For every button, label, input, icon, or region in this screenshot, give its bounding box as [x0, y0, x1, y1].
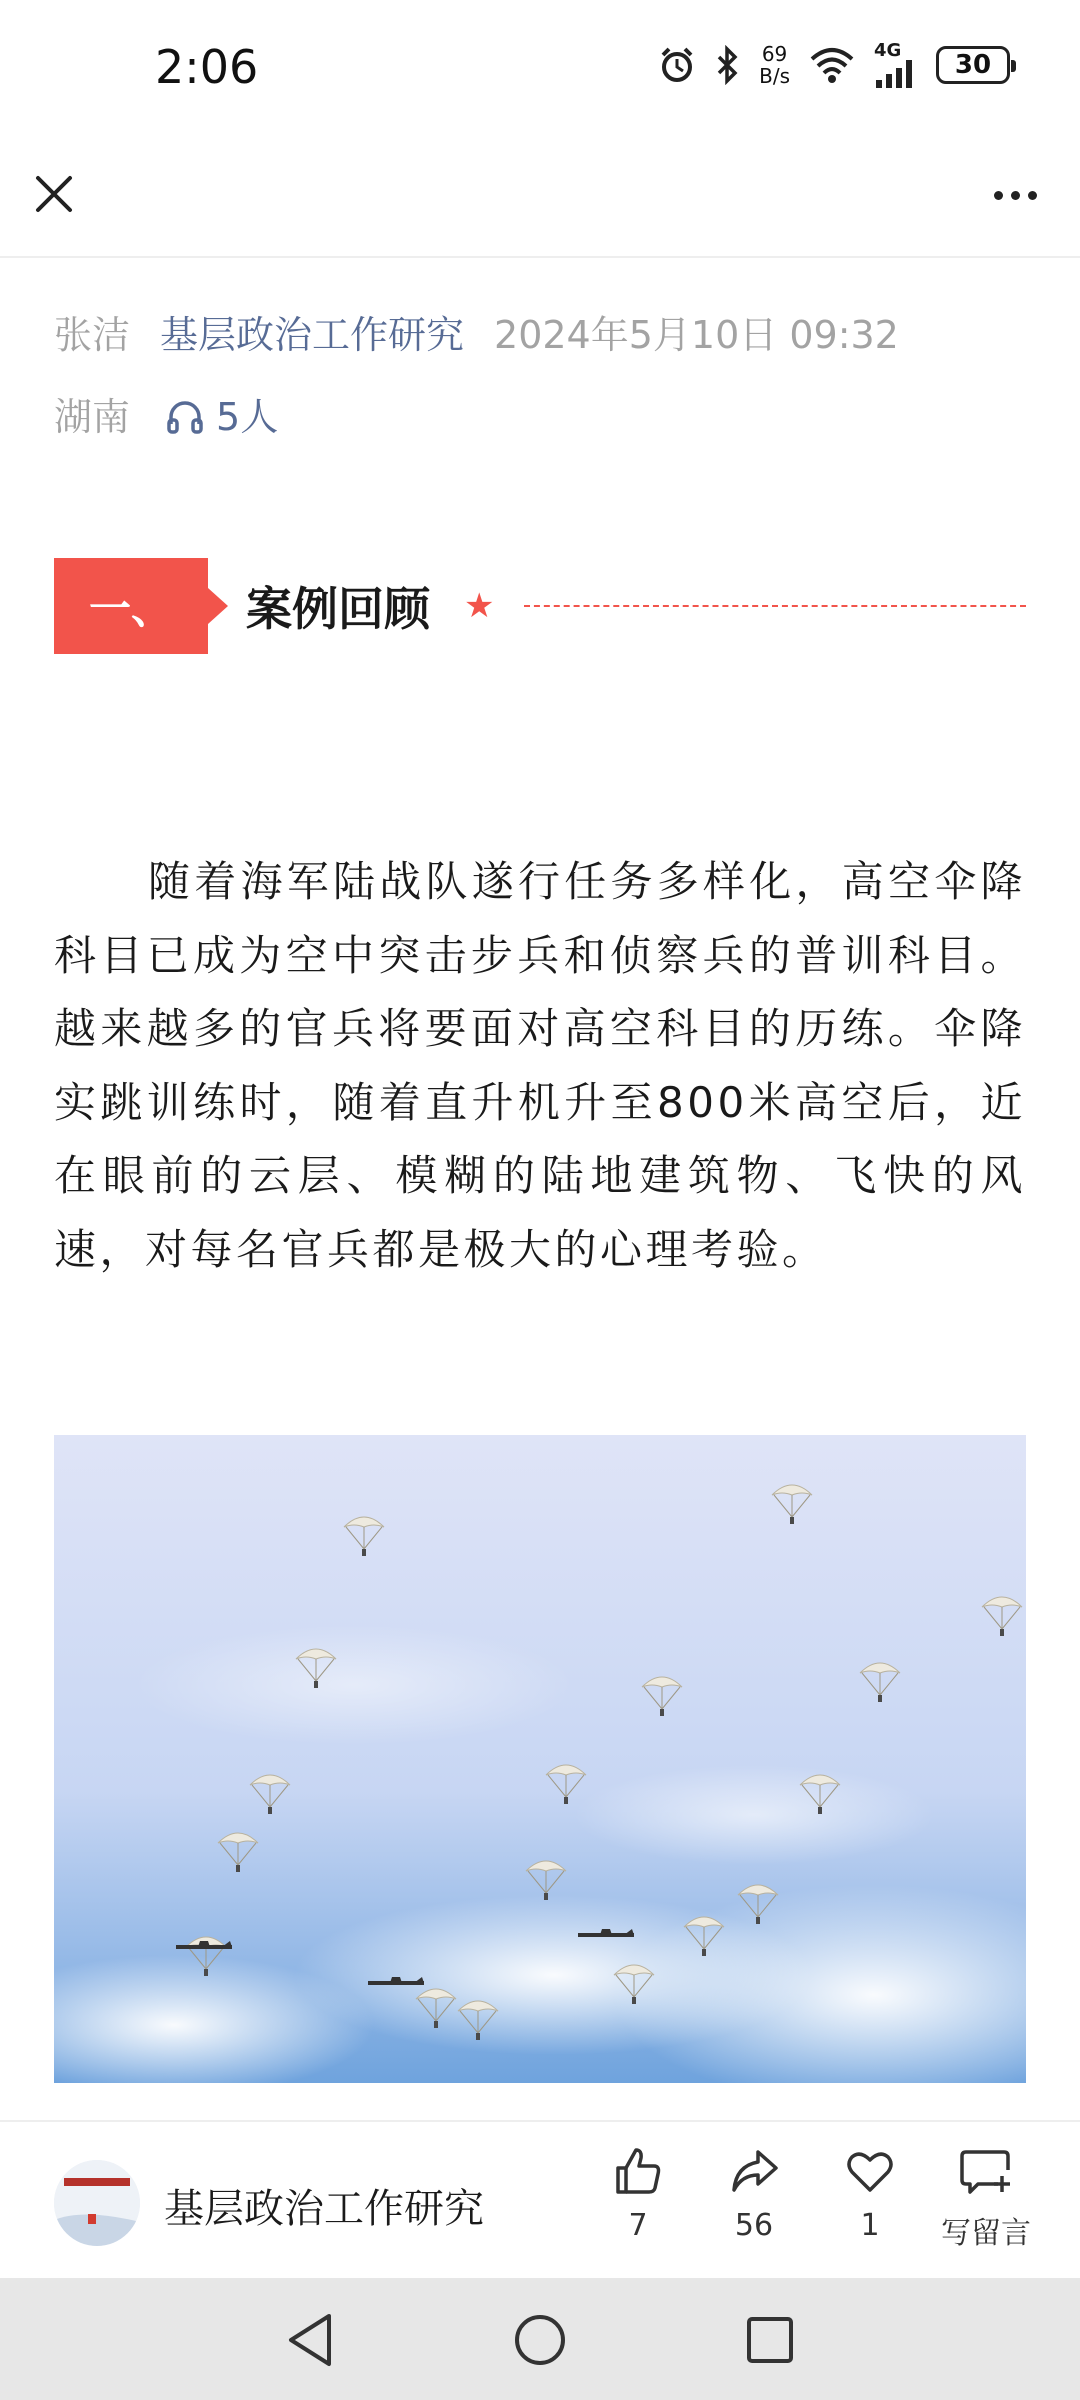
share-button[interactable]	[696, 2144, 812, 2252]
recents-button[interactable]	[740, 2310, 800, 2370]
net-speed-value: 69	[761, 42, 788, 66]
account-link[interactable]: 基层政治工作研究	[160, 313, 465, 357]
status-bar	[0, 0, 1080, 150]
section-number: 一、	[54, 558, 208, 654]
write-comment-button[interactable]	[928, 2144, 1044, 2252]
home-button[interactable]	[510, 2310, 570, 2370]
home-circle-icon	[512, 2312, 568, 2368]
thumbs-up-icon	[610, 2144, 666, 2200]
more-dots-icon	[994, 191, 1003, 200]
share-count: 56	[734, 2208, 774, 2243]
paratroopers-photo	[54, 1435, 1026, 2083]
account-avatar[interactable]	[54, 2160, 140, 2246]
article-paragraph: 随着海军陆战队遂行任务多样化，高空伞降科目已成为空中突击步兵和侦察兵的普训科目。越来越多的官兵将要面对高空科目的历练。伞降实跳训练时，随着直升机升至800米高空后，近在眼前的云层、模糊的陆地建筑物、飞快的风速，对每名官兵都是极大的心理考验。	[54, 857, 1026, 1274]
article-meta	[54, 305, 1034, 447]
location: 湖南	[54, 395, 131, 439]
back-triangle-icon	[285, 2312, 335, 2368]
signal-icon	[874, 60, 918, 88]
close-icon	[34, 174, 74, 214]
net-speed	[759, 43, 790, 87]
like-count: 7	[628, 2208, 648, 2243]
article-photo[interactable]	[54, 1435, 1026, 2083]
close-button[interactable]	[30, 170, 78, 218]
like-button[interactable]	[580, 2144, 696, 2252]
bluetooth-icon	[715, 45, 741, 85]
section-header	[54, 558, 1026, 654]
listen-count[interactable]	[166, 387, 278, 447]
action-group	[580, 2144, 1044, 2252]
account-logo-icon	[54, 2160, 140, 2246]
author-name: 张洁	[54, 313, 131, 357]
more-options-button[interactable]	[980, 175, 1050, 215]
section-title: 案例回顾	[246, 582, 430, 636]
cell-signal	[874, 42, 918, 88]
back-button[interactable]	[280, 2310, 340, 2370]
status-time: 2:06	[155, 40, 259, 94]
alarm-icon	[657, 45, 697, 85]
headphones-icon	[166, 398, 204, 436]
system-nav-bar	[0, 2278, 1080, 2400]
listen-count-label: 5人	[216, 395, 279, 439]
dashed-divider	[524, 605, 1026, 607]
star-icon: ★	[464, 586, 495, 626]
publish-datetime: 2024年5月10日 09:32	[494, 313, 899, 357]
recents-square-icon	[744, 2314, 796, 2366]
account-name[interactable]: 基层政治工作研究	[164, 2186, 484, 2232]
net-speed-unit: B/s	[759, 64, 790, 88]
nav-bar	[0, 150, 1080, 258]
status-icons	[657, 42, 1010, 88]
bottom-action-bar	[0, 2120, 1080, 2278]
network-type: 4G	[874, 40, 902, 61]
share-icon	[726, 2144, 782, 2200]
write-comment-label: 写留言	[941, 2216, 1031, 2251]
favorite-count: 1	[860, 2208, 880, 2243]
favorite-button[interactable]	[812, 2144, 928, 2252]
comment-add-icon	[958, 2144, 1014, 2200]
wifi-icon	[808, 45, 856, 85]
heart-icon	[842, 2144, 898, 2200]
battery-indicator: 30	[936, 46, 1010, 84]
